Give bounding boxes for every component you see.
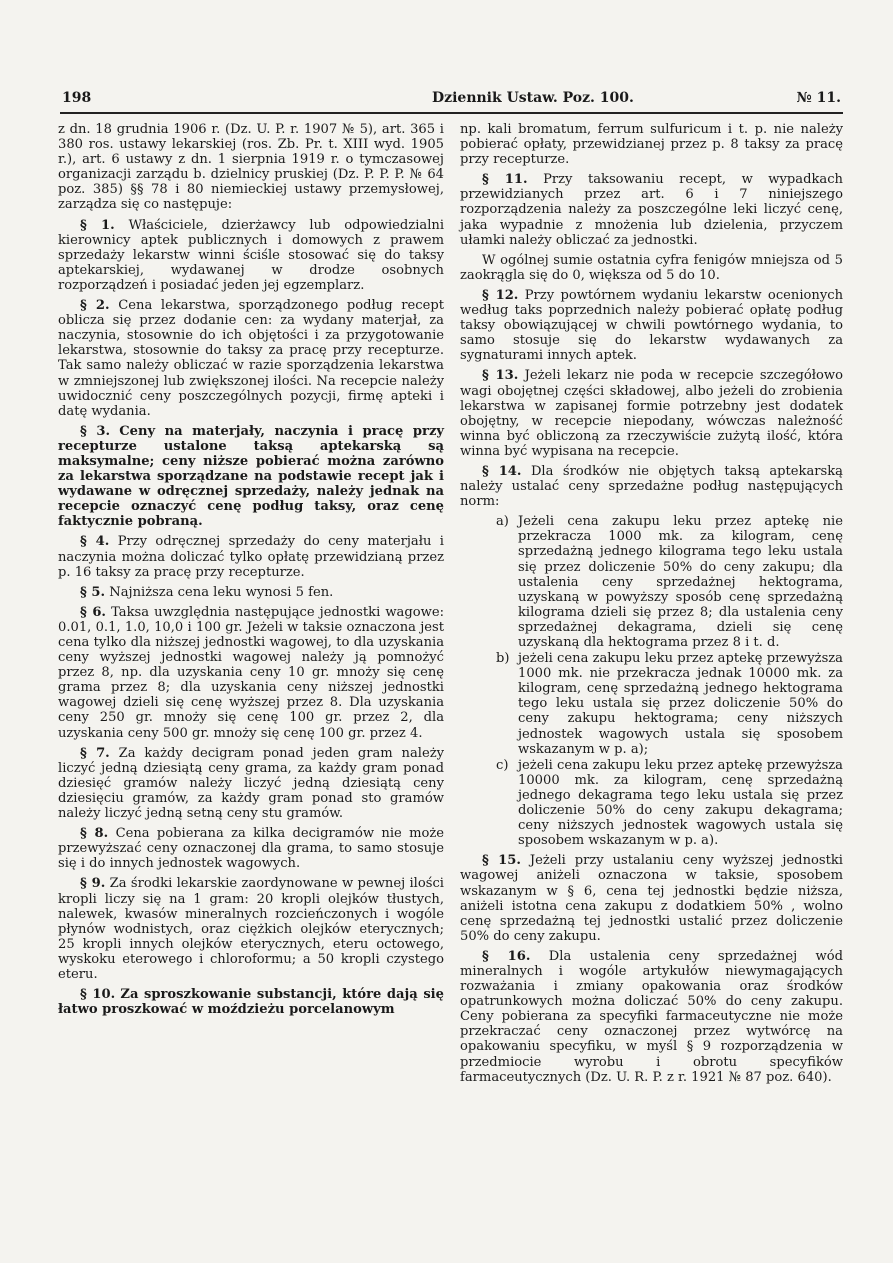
section-14 — [460, 464, 843, 509]
section-number: § 4. — [80, 534, 110, 550]
section-5 — [58, 585, 444, 600]
section-text: Przy powtórnem wydaniu lekarstw ocenionych według taks poprzednich należy pobierać opłatę podług taksy obowiązującej w chwili powtórnego wydania, to samo stosuje się do lekarstw wydawanych za sygnaturami innych aptek. — [460, 287, 843, 364]
list-text: Jeżeli cena zakupu leku przez aptekę nie przekracza 1000 mk. za kilogram, cenę sprzedażną jednego kilograma tego leku ustala się przez doliczenie 50% do ceny zakupu; dla ustalenia ceny sprzedażnej hektograma, uzyskaną w powyższy sposób cenę sprzedażną kilograma dzieli się przez 8; dla ustalenia ceny sprzedażnej dekagrama, dzieli się cenę uzyskaną dla hektograma przez 8 i t. d. — [518, 514, 843, 650]
section-number: § 1. — [80, 217, 115, 233]
section-text: Cena pobierana za kilka decigramów nie może przewyższać ceny oznaczonej dla grama, to samo stosuje się i do innych jednostek wagowych. — [58, 826, 445, 872]
section-number: § 14. — [482, 463, 522, 479]
journal-title: Dziennik Ustaw. Poz. 100. — [432, 90, 634, 106]
list-text: jeżeli cena zakupu leku przez aptekę przewyższa 1000 mk. nie przekracza jednak 10000 mk. za kilogram, cenę sprzedażną jednego hektograma tego leku ustala się przez doliczenie 50% do ceny zakupu hektograma; ceny niższych jednostek wagowych ustala się sposobem wskazanym w p. a); — [518, 651, 843, 757]
issue-number: № 11. — [796, 90, 841, 106]
section-15 — [460, 853, 843, 944]
section-number: § 5. — [80, 584, 106, 600]
section-number: § 13. — [482, 368, 519, 384]
list-marker: a) — [496, 514, 509, 530]
section-number: § 7. — [80, 745, 110, 761]
section-number: § 3. — [80, 423, 111, 439]
section-text: Jeżeli przy ustalaniu ceny wyższej jednostki wagowej aniżeli oznaczona w taksie, sposobem wskazanym w § 6, cena tej jednostki będzie niższa, aniżeli istotna cena zakupu z dodatkiem 50% , wolno cenę sprzedażną tej jednostki ustalić przez doliczenie 50% do ceny zakupu. — [460, 853, 843, 944]
section-11 — [460, 172, 843, 247]
section-text: Za sproszkowanie substancji, które dają się łatwo proszkować w moździeżu porcelanowym — [58, 987, 444, 1018]
section-text: Jeżeli lekarz nie poda w recepcie szczegółowo wagi obojętnej części składowej, albo jeżeli do zrobienia lekarstwa w zapisanej formie potrzebny jest dodatek obojętny, w recepcie niepodany, wówczas należność winna być obliczoną za rzeczywiście zużytą ilość, która winna być wypisana na recepcie. — [460, 368, 844, 459]
section-2 — [58, 298, 444, 419]
section-12 — [460, 288, 843, 363]
section-text: Dla ustalenia ceny sprzedażnej wód mineralnych i wogóle artykułów niewymagających rozważania i zmiany opakowania oraz środków opatrunkowych można doliczać 50% do ceny zakupu. Ceny pobierana za specyfiki farmaceutyczne nie może przekraczać ceny oznaczonej przez wytwórcę na opakowaniu specyfiku, w myśl § 9 rozporządzenia w przedmiocie wyrobu i obrotu specyfików farmaceutycznych (Dz. U. R. P. z r. 1921 № 87 poz. 640). — [460, 948, 844, 1085]
list-item — [460, 651, 843, 757]
section-11-sum: W ogólnej sumie ostatnia cyfra fenigów mniejsza od 5 zaokrągla się do 0, większa od 5 do 10. — [460, 252, 843, 283]
page-number: 198 — [62, 90, 92, 106]
section-number: § 10. — [80, 987, 116, 1003]
list-item — [460, 758, 843, 849]
section-3 — [58, 424, 444, 530]
list-marker: b) — [496, 651, 510, 667]
left-column — [58, 122, 444, 1022]
section-number: § 11. — [482, 172, 528, 188]
section-14-list — [460, 514, 843, 848]
list-item — [460, 514, 843, 650]
section-9 — [58, 876, 444, 982]
section-text: Przy odręcznej sprzedaży do ceny materjału i naczynia można doliczać tylko opłatę przewidzianą przez p. 16 taksy za pracę przy recepturze. — [58, 534, 444, 580]
list-marker: c) — [496, 757, 509, 773]
section-text: Dla środków nie objętych taksą aptekarską należy ustalać ceny sprzedażne podług następujących norm: — [460, 463, 843, 510]
section-number: § 8. — [80, 826, 109, 842]
right-column — [460, 122, 843, 1090]
section-number: § 16. — [482, 948, 531, 964]
section-number: § 9. — [80, 876, 106, 892]
section-text: Cena lekarstwa, sporządzonego podług recept oblicza się przez dodanie cen: za wydany materjał, za naczynia, stosownie do ich objętości i za przygotowanie lekarstwa, stosownie do taksy za pracę przy recepturze. Tak samo należy obliczać w razie sporządzenia lekarstwa w zmniejszonej lub zwiększonej ilości. Na recepcie należy uwidocznić ceny poszczególnych pozycji, firmę apteki i datę wydania. — [58, 298, 444, 419]
section-13 — [460, 368, 843, 459]
section-number: § 15. — [482, 853, 521, 869]
list-text: jeżeli cena zakupu leku przez aptekę przewyższa 10000 mk. za kilogram, cenę sprzedażną jednego dekagrama tego leku ustala się przez doliczenie 50% do ceny zakupu dekagrama; ceny niższych jednostek wagowych ustala się sposobem wskazanym w p. a). — [518, 757, 843, 849]
header-rule — [60, 112, 843, 114]
section-7 — [58, 746, 444, 821]
section-number: § 12. — [482, 287, 519, 303]
section-10 — [58, 987, 444, 1017]
section-text: Taksa uwzględnia następujące jednostki wagowe: 0.01, 0.1, 1.0, 10,0 i 100 gr. Jeżeli w taksie oznaczona jest cena tylko dla niższej jednostki wagowej, to dla uzyskania ceny wyższej jednostki wagowej należy ją pomnożyć przez 8, np. dla uzyskania ceny 10 gr. mnoży się cenę grama przez 8; dla uzyskania ceny niższej jednostki wagowej dzieli się cenę wyższej przez 8. Dla uzyskania ceny 250 gr. mnoży się cenę 100 gr. przez 2, dla uzyskania ceny 500 gr. mnoży się cenę 100 gr. przez 4. — [58, 604, 444, 741]
section-1 — [58, 218, 444, 293]
section-number: § 6. — [80, 604, 106, 620]
section-text: Za środki lekarskie zaordynowane w pewnej ilości kropli liczy się na 1 gram: 20 kropli olejków tłustych, nalewek, kwasów mineralnych rozcieńczonych i wogóle płynów wodnistych, oraz ciężkich olejków eterycznych; 25 kropli innych olejków eterycznych, eteru octowego, wyskoku eterowego i chloroformu; a 50 kropli czystego eteru. — [58, 876, 444, 982]
section-text: Ceny na materjały, naczynia i pracę przy recepturze ustalone taksą aptekarską są maksymalne; ceny niższe pobierać można zarówno za lekarstwa sporządzane na podstawie recept jak i wydawane w odręcznej sprzedaży, należy jednak na recepcie oznaczyć cenę podług taksy, oraz cenę faktycznie pobraną. — [58, 423, 444, 530]
section-text: Właściciele, dzierżawcy lub odpowiedzialni kierownicy aptek publicznych i domowych z prawem sprzedaży lekarstw winni ściśle stosować się do taksy aptekarskiej, wydawanej w drodze osobnych rozporządzeń i posiadać jeden jej egzemplarz. — [58, 217, 445, 293]
section-4 — [58, 534, 444, 579]
section-6 — [58, 605, 444, 741]
section-text: Najniższa cena leku wynosi 5 fen. — [109, 584, 334, 600]
page-header — [62, 90, 841, 110]
section-8 — [58, 826, 444, 871]
section-16 — [460, 949, 843, 1085]
section-text: Przy taksowaniu recept, w wypadkach przewidzianych przez art. 6 i 7 niniejszego rozporządzenia należy za poszczególne leki liczyć cenę, jaka wypadnie z mnożenia lub dzielenia, przyczem ułamki należy obliczać za jednostki. — [460, 172, 843, 248]
section-number: § 2. — [80, 298, 110, 314]
continued-paragraph: np. kali bromatum, ferrum sulfuricum i t. p. nie należy pobierać opłaty, przewidzianej przez p. 8 taksy za pracę przy recepturze. — [460, 122, 843, 168]
intro-paragraph: z dn. 18 grudnia 1906 r. (Dz. U. P. r. 1907 № 5), art. 365 i 380 ros. ustawy lekarskiej (ros. Zb. Pr. t. XIII wyd. 1905 r.), art. 6 ustawy z dn. 1 sierpnia 1919 r. o tymczasowej organizacji zarządu b. dzielnicy pruskiej (Dz. P. P. P. № 64 poz. 385) §§ 78 i 80 niemieckiej ustawy przemysłowej, zarządza się co następuje: — [58, 122, 444, 213]
section-text: Za każdy decigram ponad jeden gram należy liczyć jedną dziesiątą ceny grama, za każdy gram ponad dziesięć gramów należy liczyć jedną dziesiątą ceny dziesięciu gramów, za każdy gram ponad sto gramów należy liczyć jedną setną ceny stu gramów. — [58, 745, 445, 822]
